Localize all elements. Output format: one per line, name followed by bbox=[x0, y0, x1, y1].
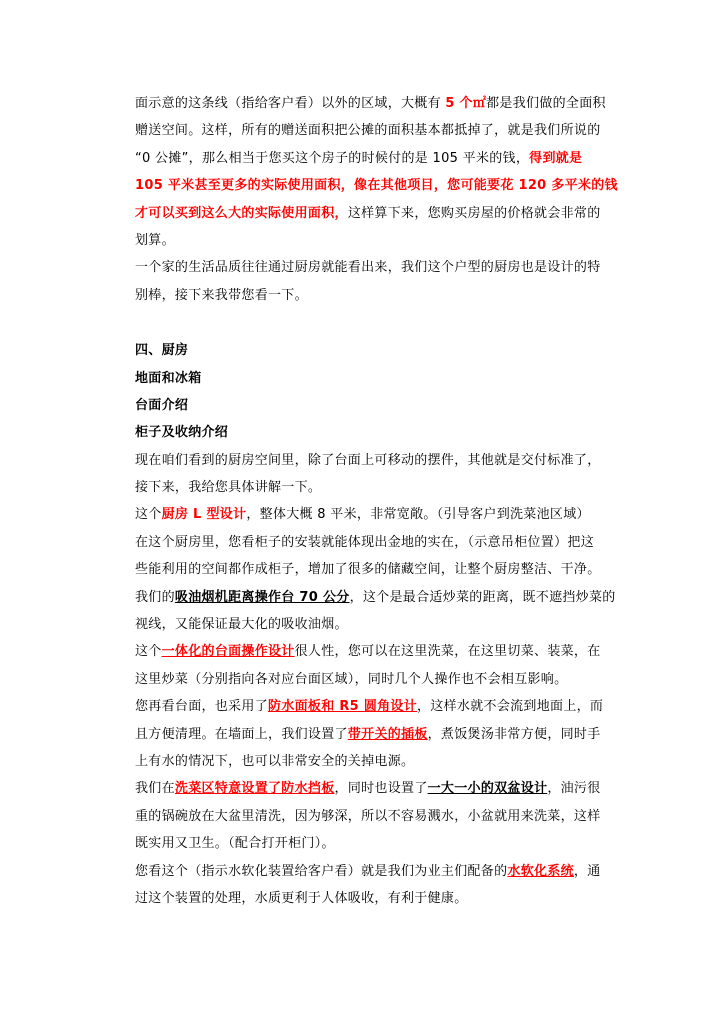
text-line: 接下来，我给您具体讲解一下。 bbox=[135, 480, 322, 496]
subheading: 台面介绍 bbox=[135, 397, 189, 413]
document-page bbox=[135, 90, 617, 912]
text-line: 一个家的生活品质往往通过厨房就能看出来，我们这个户型的厨房也是设计的特 bbox=[135, 260, 601, 276]
text-run: 这个 bbox=[135, 644, 162, 660]
highlight-text: 一体化的台面操作设计 bbox=[161, 644, 295, 660]
text-line bbox=[135, 721, 617, 748]
text-run: 很人性，您可以在这里洗菜，在这里切菜、装菜，在 bbox=[294, 644, 601, 660]
text-run: ，通 bbox=[573, 863, 601, 879]
text-run: 您再看台面，也采用了 bbox=[135, 699, 269, 715]
text-run: ，这个是最合适炒菜的距离，既不遮挡炒菜的 bbox=[349, 589, 616, 605]
text-run: ，这样水就不会流到地面上，而 bbox=[417, 699, 604, 715]
text-line: 视线，又能保证最大化的吸收油烟。 bbox=[135, 617, 348, 633]
text-run: ，整体大概 8 平米，非常宽敞。（引导客户到洗菜池区域） bbox=[246, 507, 590, 523]
highlight-text: 厨房 L 型设计 bbox=[161, 507, 247, 523]
highlight-text: 5 个㎡ bbox=[445, 96, 487, 111]
text-line: 在这个厨房里，您看柜子的安装就能体现出金地的实在，（示意吊柜位置）把这 bbox=[135, 534, 595, 550]
text-line bbox=[135, 501, 617, 528]
highlight-text: 水软化系统 bbox=[507, 863, 574, 879]
highlight-text: 带开关的插板 bbox=[347, 726, 428, 742]
text-run: 都是我们做的全面积 bbox=[486, 96, 606, 111]
text-line: 这里炒菜（分别指向各对应台面区域），同时几个人操作也不会相互影响。 bbox=[135, 671, 568, 687]
text-line: 既实用又卫生。（配合打开柜门）。 bbox=[135, 836, 335, 852]
text-line: 赠送空间。这样，所有的赠送面积把公摊的面积基本都抵掉了，就是我们所说的 bbox=[135, 123, 601, 139]
text-line: 过这个装置的处理，水质更利于人体吸收，有利于健康。 bbox=[135, 890, 468, 906]
text-run: 我们在 bbox=[135, 781, 175, 797]
text-line bbox=[135, 90, 617, 117]
highlight-text: 才可以买到这么大的实际使用面积， bbox=[135, 205, 348, 221]
text-line bbox=[135, 775, 617, 802]
text-line bbox=[135, 693, 617, 720]
text-run: 且方便清理。在墙面上，我们设置了 bbox=[135, 726, 348, 742]
text-run: 这样算下来，您购买房屋的价格就会非常的 bbox=[347, 205, 601, 221]
text-line: 别棒，接下来我带您看一下。 bbox=[135, 287, 308, 303]
subheading: 地面和冰箱 bbox=[135, 370, 202, 386]
emphasis-text: 一大一小的双盆设计 bbox=[427, 781, 548, 797]
text-run: ，煮饭煲汤非常方便，同时手 bbox=[427, 726, 601, 742]
text-line: 重的锅碗放在大盆里清洗，因为够深，所以不容易溅水，小盆就用来洗菜，这样 bbox=[135, 808, 601, 824]
text-line: 些能利用的空间都作成柜子，增加了很多的储藏空间，让整个厨房整洁、干净。 bbox=[135, 562, 601, 578]
text-run: ，同时也设置了 bbox=[334, 781, 428, 797]
section-heading: 四、厨房 bbox=[135, 343, 189, 359]
text-run: “0 公摊”，那么相当于您买这个房子的时候付的是 105 平米的钱， bbox=[135, 150, 530, 166]
text-line bbox=[135, 145, 617, 172]
emphasis-text: 吸油烟机距离操作台 70 公分 bbox=[174, 589, 350, 605]
text-run: ，油污很 bbox=[547, 781, 601, 797]
text-run: 这个 bbox=[135, 507, 162, 523]
text-line: 现在咱们看到的厨房空间里，除了台面上可移动的摆件，其他就是交付标准了， bbox=[135, 452, 601, 468]
subheading: 柜子及收纳介绍 bbox=[135, 425, 229, 441]
text-line bbox=[135, 858, 617, 885]
text-line: 上有水的情况下，也可以非常安全的关掉电源。 bbox=[135, 753, 415, 769]
highlight-text: 防水面板和 R5 圆角设计 bbox=[268, 699, 418, 715]
highlight-text: 得到就是 bbox=[529, 150, 583, 166]
highlight-line: 105 平米甚至更多的实际使用面积，像在其他项目，您可能要花 120 多平米的钱 bbox=[135, 178, 618, 194]
highlight-text: 洗菜区特意设置了防水挡板 bbox=[174, 781, 335, 797]
text-line bbox=[135, 200, 617, 227]
text-run: 我们的 bbox=[135, 589, 175, 605]
text-run: 面示意的这条线（指给客户看）以外的区域，大概有 bbox=[135, 96, 446, 111]
text-line: 划算。 bbox=[135, 232, 175, 248]
spacer bbox=[135, 309, 617, 337]
text-line bbox=[135, 584, 617, 611]
text-run: 您看这个（指示水软化装置给客户看）就是我们为业主们配备的 bbox=[135, 863, 508, 879]
text-line bbox=[135, 638, 617, 665]
